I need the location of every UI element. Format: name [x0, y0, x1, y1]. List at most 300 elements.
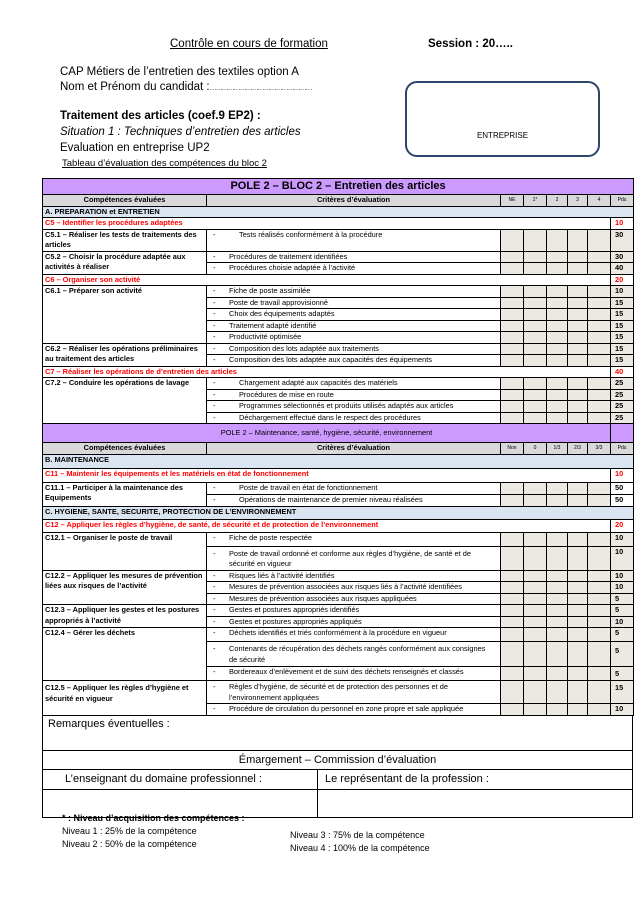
competence-row-c7	[43, 366, 634, 378]
col-level-2: 2	[547, 195, 568, 207]
sub-competence-c12-2: C12.2 – Appliquer les mesures de prévention liées aux risques de l’activité	[43, 570, 207, 605]
pds-value: 25	[611, 412, 634, 424]
level-cell[interactable]	[501, 582, 524, 594]
level-cell[interactable]	[588, 546, 611, 570]
level-cell[interactable]	[501, 704, 524, 716]
level-cell[interactable]	[568, 593, 588, 605]
level-cell[interactable]	[501, 401, 524, 413]
pole2-title: POLE 2 – Maintenance, santé, hygiène, sécurité, environnement	[43, 424, 611, 443]
level-cell[interactable]	[588, 532, 611, 546]
level-cell[interactable]	[588, 401, 611, 413]
level-cell[interactable]	[568, 570, 588, 582]
pds-value: 5	[611, 605, 634, 617]
pole2-title-row	[43, 424, 634, 443]
level-cell[interactable]	[568, 616, 588, 628]
level-cell[interactable]	[547, 704, 568, 716]
level-cell[interactable]	[524, 593, 547, 605]
col-level-4: 4	[588, 195, 611, 207]
level-cell[interactable]	[501, 628, 524, 642]
level-cell[interactable]	[524, 355, 547, 367]
level-cell[interactable]	[501, 570, 524, 582]
teacher-label: L’enseignant du domaine professionnel :	[43, 770, 318, 789]
table-row	[43, 628, 634, 642]
level-cell[interactable]	[588, 320, 611, 332]
level-cell[interactable]	[501, 286, 524, 298]
level-cell[interactable]	[524, 482, 547, 494]
pds-value: 25	[611, 378, 634, 390]
criterion	[207, 343, 501, 355]
dash: -	[213, 482, 216, 492]
pds-c7: 40	[611, 366, 634, 378]
level-cell[interactable]	[588, 378, 611, 390]
candidate-field[interactable]	[60, 81, 312, 93]
level-cell[interactable]	[588, 332, 611, 344]
col-1-3: 1/3	[547, 443, 568, 455]
criterion-text: Tests réalisés conformément à la procédure	[239, 229, 383, 239]
level-cell[interactable]	[568, 343, 588, 355]
level-cell[interactable]	[547, 229, 568, 251]
criterion	[207, 229, 501, 251]
competence-c6: C6 – Organiser son activité	[43, 274, 611, 286]
level-cell[interactable]	[588, 494, 611, 506]
level-cell[interactable]	[547, 332, 568, 344]
company-stamp-box[interactable]	[405, 81, 600, 157]
level-cell[interactable]	[588, 642, 611, 667]
dash: -	[213, 401, 216, 410]
criterion-text: Fiche de poste respectée	[229, 532, 312, 542]
level-cell[interactable]	[568, 355, 588, 367]
level-cell[interactable]	[501, 378, 524, 390]
col-criteres: Critères d’évaluation	[207, 443, 501, 455]
level-cell[interactable]	[568, 332, 588, 344]
dash: -	[213, 343, 216, 353]
pds-c5: 10	[611, 218, 634, 230]
legend-level-1: Niveau 1 : 25% de la compétence	[62, 826, 197, 836]
level-cell[interactable]	[568, 389, 588, 401]
subject-label: Traitement des articles (coef.9 EP2) :	[60, 110, 261, 122]
level-cell[interactable]	[588, 593, 611, 605]
table-row	[43, 605, 634, 617]
evaluation-table	[42, 178, 634, 716]
pds-value: 25	[611, 401, 634, 413]
document-title: Contrôle en cours de formation	[170, 38, 328, 50]
level-cell[interactable]	[588, 355, 611, 367]
level-cell[interactable]	[547, 482, 568, 494]
level-cell[interactable]	[501, 355, 524, 367]
competence-row-c12	[43, 519, 634, 532]
level-cell[interactable]	[588, 412, 611, 424]
level-cell[interactable]	[547, 593, 568, 605]
section-c: C. HYGIENE, SANTE, SECURITE, PROTECTION DE L’ENVIRONNEMENT	[43, 506, 634, 519]
pds-value: 10	[611, 616, 634, 628]
pds-value: 15	[611, 355, 634, 367]
sub-competence-c5-1: C5.1 – Réaliser les tests de traitements des articles	[43, 229, 207, 251]
sub-competence-c6-2: C6.2 – Réaliser les opérations préliminaires au traitement des articles	[43, 343, 207, 366]
level-cell[interactable]	[524, 412, 547, 424]
competence-c12: C12 – Appliquer les règles d’hygiène, de santé, de sécurité et de protection de l’environnement	[43, 519, 611, 532]
level-cell[interactable]	[524, 628, 547, 642]
criterion-text: Composition des lots adaptée aux capacités des équipements	[229, 355, 432, 364]
dash: -	[213, 251, 216, 261]
remarks-field[interactable]	[43, 715, 632, 751]
level-cell[interactable]	[547, 355, 568, 367]
pds-value: 30	[611, 229, 634, 251]
dash: -	[213, 644, 216, 653]
level-cell[interactable]	[568, 263, 588, 275]
dash: -	[213, 320, 216, 330]
criterion-text: Traitement adapté identifié	[229, 320, 317, 330]
section-a: A. PREPARATION et ENTRETIEN	[43, 206, 634, 218]
level-cell[interactable]	[588, 389, 611, 401]
level-cell[interactable]	[547, 378, 568, 390]
level-cell[interactable]	[524, 642, 547, 667]
level-cell[interactable]	[524, 286, 547, 298]
dash: -	[213, 628, 216, 637]
dash: -	[213, 389, 216, 399]
level-cell[interactable]	[547, 309, 568, 321]
dash: -	[213, 355, 216, 364]
col-non: Non	[501, 443, 524, 455]
level-cell[interactable]	[524, 494, 547, 506]
pds-value: 15	[611, 320, 634, 332]
level-cell[interactable]	[547, 251, 568, 263]
sub-competence-c12-1: C12.1 – Organiser le poste de travail	[43, 532, 207, 570]
level-cell[interactable]	[568, 286, 588, 298]
criterion-text: Mesures de prévention associées aux risques liés à l’activité identifiées	[229, 582, 462, 591]
pds-value: 50	[611, 494, 634, 506]
dash: -	[213, 548, 216, 558]
level-cell[interactable]	[524, 582, 547, 594]
level-cell[interactable]	[501, 605, 524, 617]
table-caption: Tableau d’évaluation des compétences du bloc 2	[62, 158, 267, 169]
legend-title: * : Niveau d’acquisition des compétences :	[62, 813, 245, 823]
level-cell[interactable]	[501, 332, 524, 344]
criterion	[207, 297, 501, 309]
level-cell[interactable]	[501, 616, 524, 628]
sub-competence-c12-5: C12.5 – Appliquer les règles d’hygiène et sécurité en vigueur	[43, 681, 207, 716]
level-cell[interactable]	[547, 546, 568, 570]
criterion-text: Gestes et postures appropriés appliqués	[229, 616, 362, 626]
level-cell[interactable]	[501, 229, 524, 251]
level-cell[interactable]	[568, 642, 588, 667]
level-cell[interactable]	[547, 642, 568, 667]
criterion	[207, 494, 501, 506]
dash: -	[213, 532, 216, 542]
criterion	[207, 355, 501, 367]
level-cell[interactable]	[501, 482, 524, 494]
level-cell[interactable]	[524, 332, 547, 344]
col-ne: NE	[501, 195, 524, 207]
legend-level-2: Niveau 2 : 50% de la compétence	[62, 839, 197, 849]
level-cell[interactable]	[524, 532, 547, 546]
level-cell[interactable]	[588, 343, 611, 355]
dash: -	[213, 682, 216, 691]
table-row	[43, 343, 634, 355]
pds-value: 50	[611, 482, 634, 494]
level-cell[interactable]	[547, 286, 568, 298]
pds-value: 15	[611, 297, 634, 309]
level-cell[interactable]	[568, 309, 588, 321]
level-cell[interactable]	[547, 616, 568, 628]
criterion	[207, 378, 501, 390]
pds-value: 40	[611, 263, 634, 275]
emargement-title: Émargement – Commission d’évaluation	[43, 751, 632, 770]
level-cell[interactable]	[568, 320, 588, 332]
criterion	[207, 251, 501, 263]
level-cell[interactable]	[588, 582, 611, 594]
level-cell[interactable]	[547, 681, 568, 704]
criterion-text: Choix des équipements adaptés	[229, 309, 335, 318]
level-cell[interactable]	[524, 251, 547, 263]
col-0: 0	[524, 443, 547, 455]
sub-competence-c6-1: C6.1 – Préparer son activité	[43, 286, 207, 344]
criterion	[207, 389, 501, 401]
level-cell[interactable]	[588, 616, 611, 628]
criterion-text: Procédure de circulation du personnel en zone propre et sale appliquée	[229, 704, 464, 713]
competence-row-c5	[43, 218, 634, 230]
level-cell[interactable]	[588, 667, 611, 681]
level-cell[interactable]	[588, 251, 611, 263]
pds-value: 10	[611, 570, 634, 582]
level-cell[interactable]	[588, 570, 611, 582]
level-cell[interactable]	[547, 532, 568, 546]
col-level-3: 3	[568, 195, 588, 207]
dash: -	[213, 704, 216, 713]
level-cell[interactable]	[588, 309, 611, 321]
legend-level-4: Niveau 4 : 100% de la compétence	[290, 843, 430, 853]
level-cell[interactable]	[547, 582, 568, 594]
col-2-3: 2/3	[568, 443, 588, 455]
pole2-header-row	[43, 443, 634, 455]
criterion	[207, 532, 501, 546]
legend-level-3: Niveau 3 : 75% de la compétence	[290, 830, 425, 840]
dash: -	[213, 582, 216, 591]
company-box-label: ENTREPRISE	[476, 131, 529, 140]
level-cell[interactable]	[524, 681, 547, 704]
pole2-title-spacer	[611, 424, 634, 443]
criterion	[207, 593, 501, 605]
level-cell[interactable]	[547, 297, 568, 309]
criterion-text: Procédures de traitement identifiées	[229, 251, 348, 261]
pds-c11: 10	[611, 468, 634, 482]
level-cell[interactable]	[501, 642, 524, 667]
criterion	[207, 628, 501, 642]
dash: -	[213, 263, 216, 272]
pds-value: 25	[611, 389, 634, 401]
level-cell[interactable]	[524, 229, 547, 251]
pds-value: 10	[611, 704, 634, 716]
level-cell[interactable]	[524, 309, 547, 321]
level-cell[interactable]	[547, 605, 568, 617]
level-cell[interactable]	[568, 667, 588, 681]
level-cell[interactable]	[501, 309, 524, 321]
level-cell[interactable]	[588, 297, 611, 309]
level-cell[interactable]	[501, 494, 524, 506]
level-cell[interactable]	[524, 320, 547, 332]
level-cell[interactable]	[524, 570, 547, 582]
criterion-text: Risques liés à l’activité identifiés	[229, 570, 335, 580]
criterion	[207, 412, 501, 424]
criterion	[207, 320, 501, 332]
col-criteres: Critères d’évaluation	[207, 195, 501, 207]
dash: -	[213, 332, 216, 341]
criterion-text: Règles d’hygiène, de sécurité et de protection des personnes et de l’environnement appliquées	[229, 682, 448, 702]
level-cell[interactable]	[524, 616, 547, 628]
level-cell[interactable]	[588, 286, 611, 298]
level-cell[interactable]	[501, 320, 524, 332]
level-cell[interactable]	[501, 681, 524, 704]
dash: -	[213, 229, 216, 239]
col-3-3: 3/3	[588, 443, 611, 455]
situation-label: Situation 1 : Techniques d’entretien des articles	[60, 126, 301, 138]
level-cell[interactable]	[568, 229, 588, 251]
col-pds: Pds	[611, 195, 634, 207]
level-cell[interactable]	[501, 297, 524, 309]
level-cell[interactable]	[588, 681, 611, 704]
criterion-text: Programmes sélectionnés et produits utilisés adaptés aux articles	[239, 401, 454, 410]
sub-competence-c11-1: C11.1 – Participer à la maintenance des Equipements	[43, 482, 207, 506]
level-cell[interactable]	[524, 605, 547, 617]
level-cell[interactable]	[568, 378, 588, 390]
level-cell[interactable]	[524, 343, 547, 355]
remarks-label: Remarques éventuelles :	[48, 718, 170, 730]
criterion-text: Procédures de mise en route	[239, 389, 334, 399]
level-cell[interactable]	[568, 251, 588, 263]
level-cell[interactable]	[524, 378, 547, 390]
level-cell[interactable]	[568, 532, 588, 546]
criterion	[207, 681, 501, 704]
signature-section	[42, 715, 633, 818]
pole1-header-row	[43, 195, 634, 207]
pds-value: 10	[611, 532, 634, 546]
level-cell[interactable]	[568, 401, 588, 413]
dash: -	[213, 605, 216, 614]
level-cell[interactable]	[501, 263, 524, 275]
sub-competence-c12-4: C12.4 – Gérer les déchets	[43, 628, 207, 681]
competence-row-c11	[43, 468, 634, 482]
level-cell[interactable]	[588, 605, 611, 617]
dash: -	[213, 412, 216, 422]
level-cell[interactable]	[501, 532, 524, 546]
level-cell[interactable]	[588, 628, 611, 642]
level-cell[interactable]	[501, 389, 524, 401]
signature-labels-row	[43, 770, 632, 790]
table-row	[43, 570, 634, 582]
level-cell[interactable]	[547, 570, 568, 582]
candidate-dots: ……………………………………………	[209, 85, 312, 92]
section-b: B. MAINTENANCE	[43, 454, 634, 468]
criterion	[207, 616, 501, 628]
level-cell[interactable]	[588, 704, 611, 716]
level-cell[interactable]	[568, 546, 588, 570]
level-cell[interactable]	[568, 704, 588, 716]
level-cell[interactable]	[568, 628, 588, 642]
level-cell[interactable]	[547, 263, 568, 275]
level-cell[interactable]	[568, 297, 588, 309]
pds-value: 5	[611, 593, 634, 605]
pds-value: 5	[611, 642, 634, 667]
level-cell[interactable]	[501, 593, 524, 605]
criterion-text: Composition des lots adaptée aux traitements	[229, 343, 379, 353]
level-cell[interactable]	[568, 681, 588, 704]
level-cell[interactable]	[524, 667, 547, 681]
level-cell[interactable]	[547, 343, 568, 355]
pds-value: 5	[611, 667, 634, 681]
level-cell[interactable]	[524, 704, 547, 716]
level-cell[interactable]	[547, 412, 568, 424]
pds-value: 5	[611, 628, 634, 642]
criterion-text: Opérations de maintenance de premier niveau réalisées	[239, 494, 423, 504]
table-row	[43, 286, 634, 298]
level-cell[interactable]	[568, 582, 588, 594]
level-cell[interactable]	[547, 667, 568, 681]
level-cell[interactable]	[524, 389, 547, 401]
criterion	[207, 605, 501, 617]
col-pds: Pds	[611, 443, 634, 455]
level-cell[interactable]	[524, 297, 547, 309]
table-row	[43, 378, 634, 390]
sub-competence-c7-2: C7.2 – Conduire les opérations de lavage	[43, 378, 207, 424]
level-cell[interactable]	[547, 628, 568, 642]
criterion-text: Fiche de poste assimilée	[229, 286, 311, 295]
pds-value: 10	[611, 582, 634, 594]
level-cell[interactable]	[547, 401, 568, 413]
criterion-text: Procédures choisie adaptée à l’activité	[229, 263, 356, 272]
dash: -	[213, 286, 216, 295]
level-cell[interactable]	[568, 605, 588, 617]
professional-label: Le représentant de la profession :	[325, 773, 489, 785]
level-cell[interactable]	[547, 494, 568, 506]
sub-competence-c12-3: C12.3 – Appliquer les gestes et les postures appropriés à l’activité	[43, 605, 207, 628]
criterion-text: Poste de travail approvisionné	[229, 297, 329, 307]
level-cell[interactable]	[501, 412, 524, 424]
level-cell[interactable]	[547, 320, 568, 332]
criterion	[207, 482, 501, 494]
level-cell[interactable]	[524, 546, 547, 570]
criterion-text: Poste de travail ordonné et conforme aux règles d’hygiène, de santé et de sécurité en vigueur	[229, 548, 471, 568]
criterion-text: Poste de travail en état de fonctionnement	[239, 482, 378, 492]
table-row	[43, 532, 634, 546]
col-competences: Compétences évaluées	[43, 443, 207, 455]
level-cell[interactable]	[547, 389, 568, 401]
level-cell[interactable]	[588, 482, 611, 494]
criterion-text: Déchets identifiés et triés conformément à la procédure en vigueur	[229, 628, 447, 637]
dash: -	[213, 494, 216, 504]
level-cell[interactable]	[501, 251, 524, 263]
level-cell[interactable]	[588, 229, 611, 251]
criterion	[207, 263, 501, 275]
level-cell[interactable]	[524, 263, 547, 275]
level-cell[interactable]	[588, 263, 611, 275]
level-cell[interactable]	[568, 412, 588, 424]
level-cell[interactable]	[501, 667, 524, 681]
criterion	[207, 582, 501, 594]
level-cell[interactable]	[501, 546, 524, 570]
dash: -	[213, 570, 216, 580]
criterion-text: Bordereaux d’enlèvement et de suivi des déchets renseignés et classés	[229, 667, 464, 676]
level-cell[interactable]	[524, 401, 547, 413]
competence-c11: C11 – Maintenir les équipements et les matériels en état de fonctionnement	[43, 468, 611, 482]
criterion-text: Déchargement effectué dans le respect des procédures	[239, 412, 421, 422]
level-cell[interactable]	[568, 482, 588, 494]
dash: -	[213, 297, 216, 307]
dash: -	[213, 667, 216, 676]
table-row	[43, 229, 634, 251]
level-cell[interactable]	[501, 343, 524, 355]
dash: -	[213, 593, 216, 603]
level-cell[interactable]	[568, 494, 588, 506]
criterion-text: Mesures de prévention associées aux risques appliquées	[229, 593, 417, 603]
